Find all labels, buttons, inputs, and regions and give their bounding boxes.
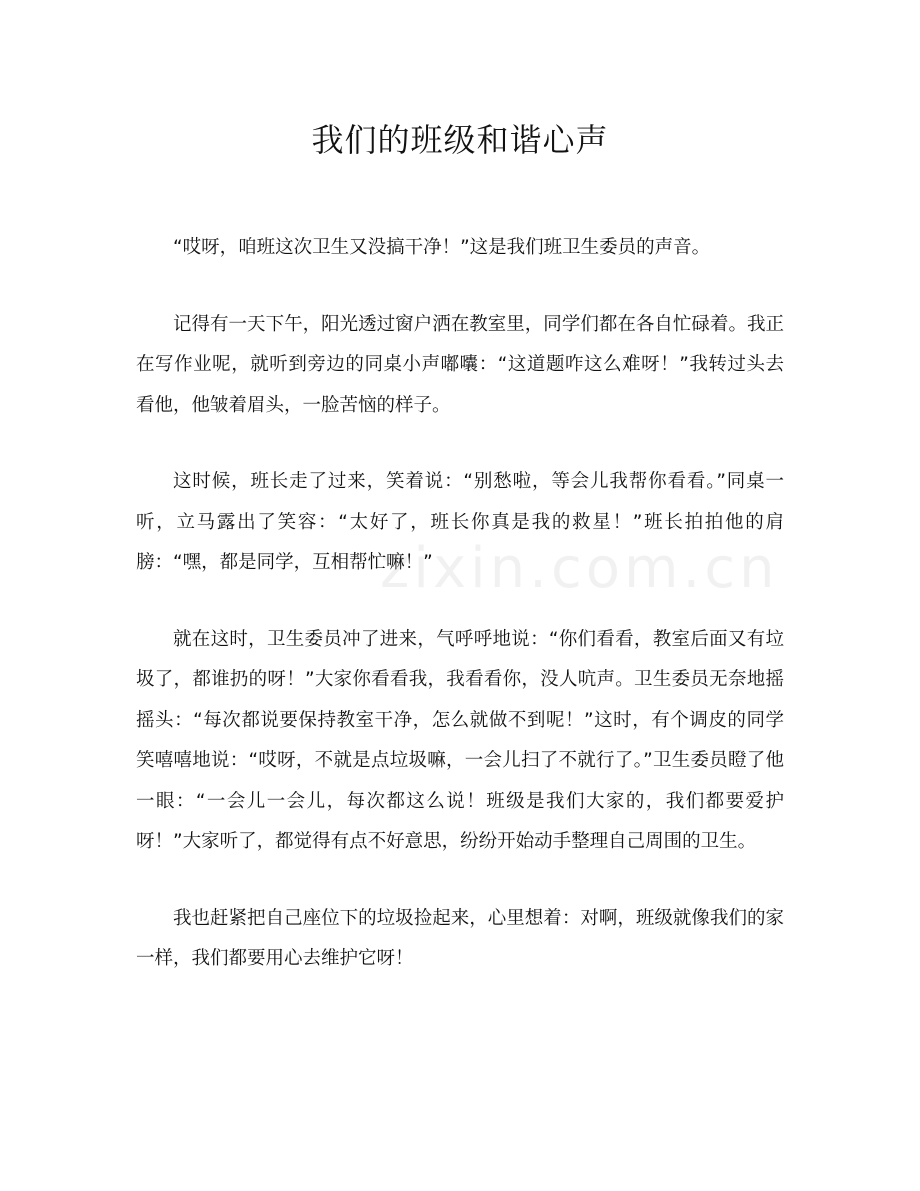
paragraph-3: 这时候，班长走了过来，笑着说：“别愁啦，等会儿我帮你看看。”同桌一听，立马露出了笑容：“太好了，班长你真是我的救星！”班长拍拍他的肩膀：“嘿，都是同学，互相帮忙嘛！” bbox=[136, 471, 784, 573]
document-title: 我们的班级和谐心声 bbox=[311, 121, 609, 159]
paragraph-5: 我也赶紧把自己座位下的垃圾捡起来，心里想着：对啊，班级就像我们的家一样，我们都要用心去维护它呀！ bbox=[136, 907, 784, 969]
watermark: zixin.com.cn bbox=[380, 536, 779, 601]
document-body bbox=[136, 228, 784, 1016]
paragraph-1: “哎呀，咱班这次卫生又没搞干净！”这是我们班卫生委员的声音。 bbox=[173, 237, 711, 258]
paragraph-2: 记得有一天下午，阳光透过窗户洒在教室里，同学们都在各自忙碌着。我正在写作业呢，就听到旁边的同桌小声嘟囔：“这道题咋这么难呀！”我转过头去看他，他皱着眉头，一脸苦恼的样子。 bbox=[136, 313, 784, 416]
paragraph-4: 就在这时，卫生委员冲了进来，气呼呼地说：“你们看看，教室后面又有垃圾了，都谁扔的呀！”大家你看看我，我看看你，没人吭声。卫生委员无奈地摇摇头：“每次都说要保持教室干净，怎么就做不到呢！”这时，有个调皮的同学笑嘻嘻地说：“哎呀，不就是点垃圾嘛，一会儿扫了不就行了。”卫生委员瞪了他一眼：“一会儿一会儿，每次都这么说！班级是我们大家的，我们都要爱护呀！”大家听了，都觉得有点不好意思，纷纷开始动手整理自己周围的卫生。 bbox=[136, 628, 784, 852]
